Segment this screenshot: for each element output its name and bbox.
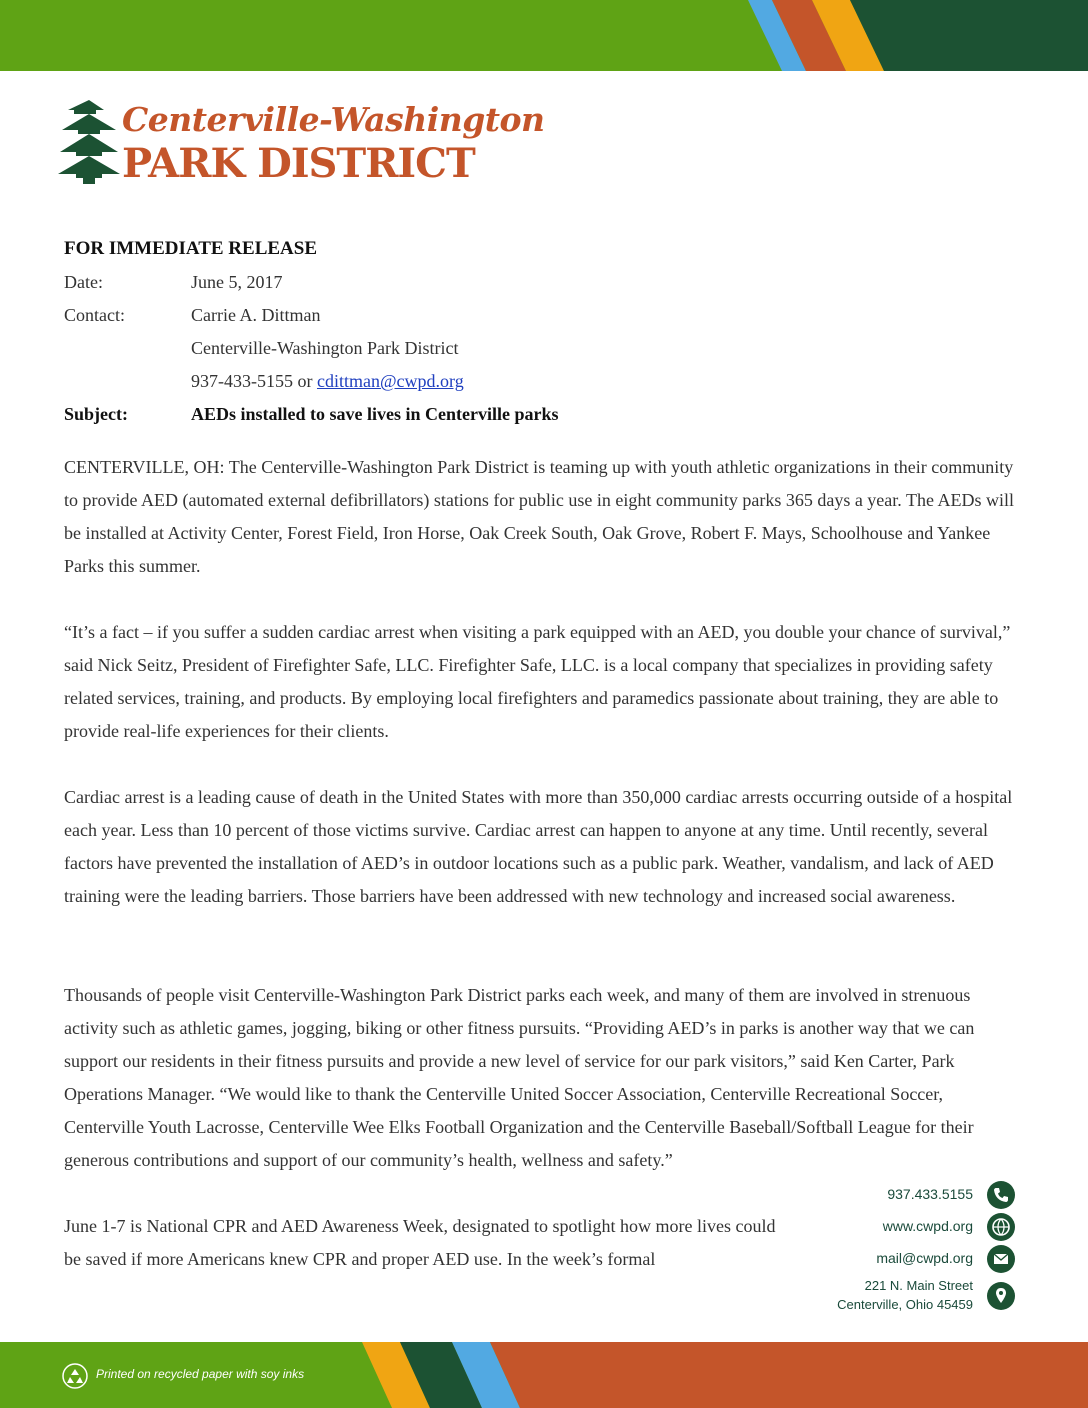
body-paragraph-1: CENTERVILLE, OH: The Centerville-Washington Park District is teaming up with youth athletic organizations in their community to provide AED (automated external defibrillators) stations for public use in eight community parks 365 days a year. The AEDs will be installed at Activity Center, Forest Field, Iron Horse, Oak Creek South, Oak Grove, Robert F. Mays, Schoolhouse and Yankee Parks this summer.	[64, 457, 1014, 576]
contact-org: Centerville-Washington Park District	[191, 338, 459, 358]
body-paragraph-4: Thousands of people visit Centerville-Washington Park District parks each week, and many of them are involved in strenuous activity such as athletic games, jogging, biking or other fitness pursuits. “Providing AED’s in parks is another way that we can support our residents in their fitness pursuits and provide a new level of service for our park visitors,” said Ken Carter, Park Operations Manager. “We would like to thank the Centerville United Soccer Association, Centerville Recreational Soccer, Centerville Youth Lacrosse, Centerville Wee Elks Football Organization and the Centerville Baseball/Softball League for their generous contributions and support of our community’s health, wellness and safety.”	[64, 985, 975, 1170]
logo-title-line2: PARK DISTRICT	[122, 140, 475, 187]
contact-label: Contact:	[64, 305, 125, 325]
mail-icon	[987, 1245, 1015, 1273]
footer-address-line1: 221 N. Main Street	[864, 1278, 973, 1293]
date-label: Date:	[64, 272, 103, 292]
footer-website[interactable]: www.cwpd.org	[882, 1218, 973, 1234]
contact-name: Carrie A. Dittman	[191, 305, 321, 325]
footer-email[interactable]: mail@cwpd.org	[876, 1250, 973, 1266]
top-banner	[0, 0, 1088, 71]
recycle-icon	[62, 1363, 88, 1389]
logo-title-line1: Centerville-Washington	[122, 100, 545, 139]
phone-icon	[987, 1181, 1015, 1209]
date-value: June 5, 2017	[191, 272, 283, 292]
footer-address-line2: Centerville, Ohio 45459	[837, 1297, 973, 1312]
subject-value: AEDs installed to save lives in Centerville parks	[191, 404, 559, 424]
release-title: FOR IMMEDIATE RELEASE	[64, 238, 318, 259]
recycled-paper-note: Printed on recycled paper with soy inks	[96, 1367, 305, 1381]
body-paragraph-5: June 1-7 is National CPR and AED Awareness Week, designated to spotlight how more lives could be saved if more Americans knew CPR and proper AED use. In the week’s formal	[64, 1216, 776, 1269]
location-pin-icon	[987, 1282, 1015, 1310]
body-paragraph-2: “It’s a fact – if you suffer a sudden cardiac arrest when visiting a park equipped with an AED, you double your chance of survival,” said Nick Seitz, President of Firefighter Safe, LLC. Firefighter Safe, LLC. is a local company that specializes in providing safety related services, training, and products. By employing local firefighters and paramedics passionate about training, they are able to provide real-life experiences for their clients.	[64, 622, 1011, 741]
tree-icon	[58, 100, 120, 184]
park-district-logo	[58, 100, 545, 190]
footer-contact	[800, 1178, 1025, 1318]
subject-label: Subject:	[64, 404, 128, 424]
footer-phone[interactable]: 937.433.5155	[887, 1186, 973, 1202]
contact-email-link[interactable]: cdittman@cwpd.org	[316, 371, 464, 391]
body-paragraph-3: Cardiac arrest is a leading cause of death in the United States with more than 350,000 cardiac arrests occurring outside of a hospital each year. Less than 10 percent of those victims survive. Cardiac arrest can happen to anyone at any time. Until recently, several factors have prevented the installation of AED’s in outdoor locations such as a public park. Weather, vandalism, and lack of AED training were the leading barriers. Those barriers have been addressed with new technology and increased social awareness.	[64, 787, 1013, 906]
globe-icon	[987, 1213, 1015, 1241]
contact-phone-email	[191, 371, 464, 392]
contact-phone: 937-433-5155 or	[191, 371, 317, 391]
